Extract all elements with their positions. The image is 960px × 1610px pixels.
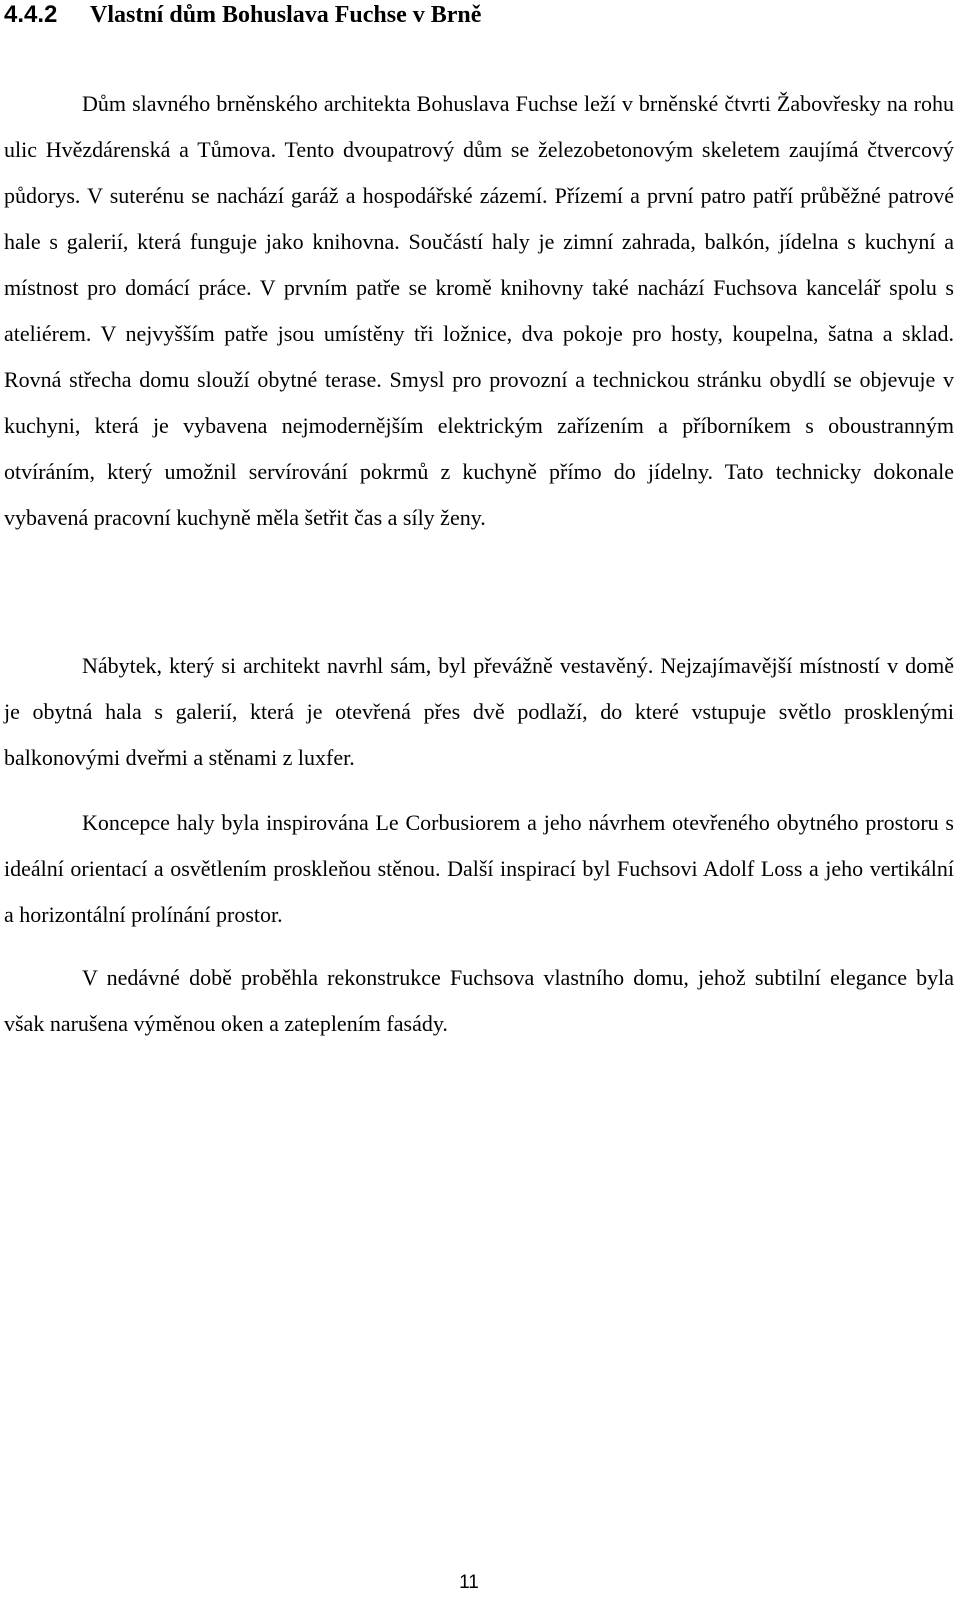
paragraph-2: Nábytek, který si architekt navrhl sám, byl převážně vestavěný. Nejzajímavější místností v domě je obytná hala s galerií, která je otevřená přes dvě podlaží, do které vstupuje světlo prosklenými balkonovými dveřmi a stěnami z luxfer. (4, 653, 954, 770)
section-heading (4, 0, 944, 30)
paragraph-1: Dům slavného brněnského architekta Bohuslava Fuchse leží v brněnské čtvrti Žabovřesky na rohu ulic Hvězdárenská a Tůmova. Tento dvoupatrový dům se železobetonovým skeletem zaujímá čtvercový půdorys. V suterénu se nachází garáž a hospodářské zázemí. Přízemí a první patro patří průběžné patrové hale s galerií, která funguje jako knihovna. Součástí haly je zimní zahrada, balkón, jídelna s kuchyní a místnost pro domácí práce. V prvním patře se kromě knihovny také nachází Fuchsova kancelář spolu s ateliérem. V nejvyšším patře jsou umístěny tři ložnice, dva pokoje pro hosty, koupelna, šatna a sklad. Rovná střecha domu slouží obytné terase. Smysl pro provozní a technickou stránku obydlí se objevuje v kuchyni, která je vybavena nejmodernějším elektrickým zařízením a příborníkem s oboustranným otvíráním, který umožnil servírování pokrmů z kuchyně přímo do jídelny. Tato technicky dokonale vybavená pracovní kuchyně měla šetřit čas a síly ženy. (4, 91, 954, 530)
section-number: 4.4.2 (4, 1, 58, 28)
paragraph-4: V nedávné době proběhla rekonstrukce Fuchsova vlastního domu, jehož subtilní elegance byla však narušena výměnou oken a zateplením fasády. (4, 965, 954, 1036)
page-number: 11 (459, 1572, 479, 1593)
paragraph-3: Koncepce haly byla inspirována Le Corbusiorem a jeho návrhem otevřeného obytného prostoru s ideální orientací a osvětlením proskleňou stěnou. Další inspirací byl Fuchsovi Adolf Loss a jeho vertikální a horizontální prolínání prostor. (4, 810, 954, 927)
section-title: Vlastní dům Bohuslava Fuchse v Brně (90, 2, 482, 28)
